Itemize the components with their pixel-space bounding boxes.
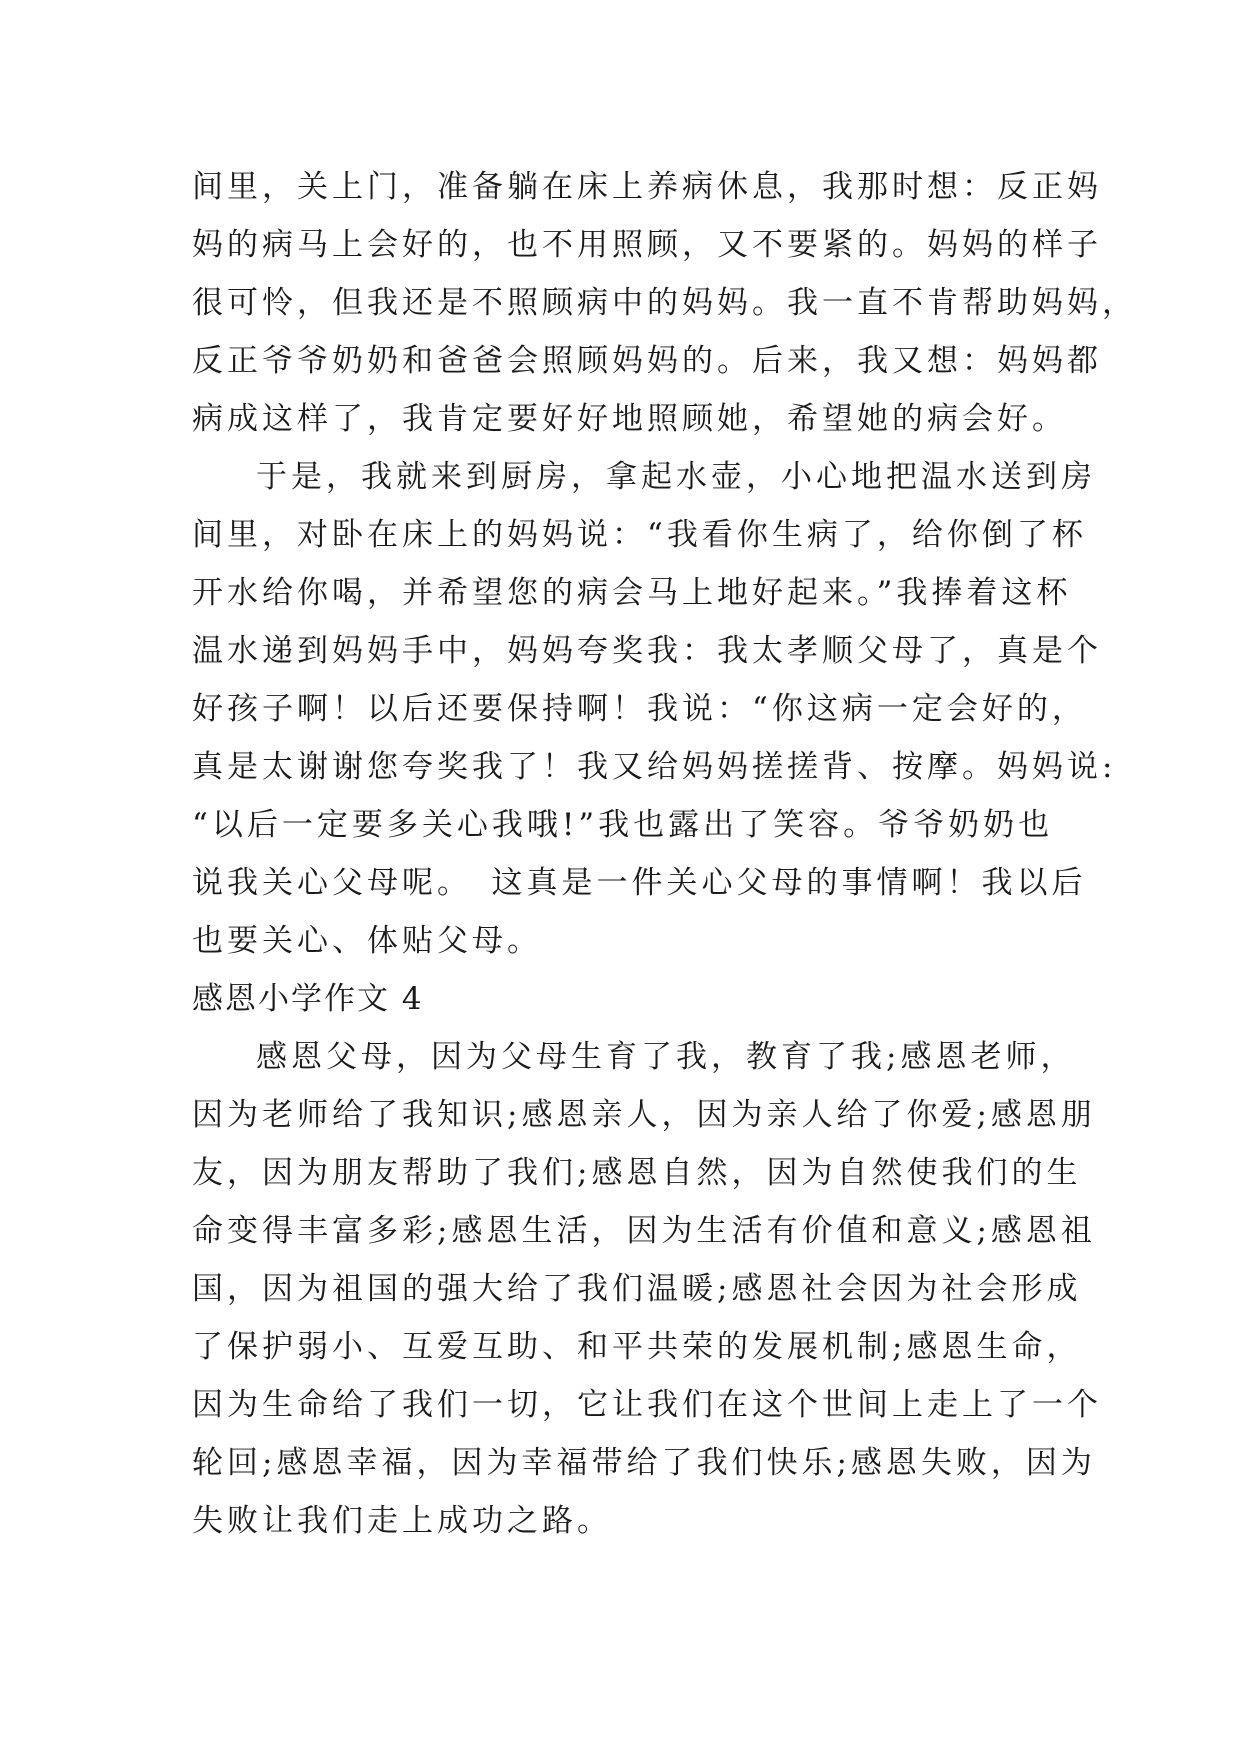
text-line: 失败让我们走上成功之路。 (192, 1503, 612, 1539)
text-line: 间里，关上门，准备躺在床上养病休息，我那时想：反正妈 (192, 169, 1102, 205)
text-line: 开水给你喝，并希望您的病会马上地好起来。”我捧着这杯 (192, 575, 1072, 611)
text-line: 间里，对卧在床上的妈妈说：“我看你生病了，给你倒了杯 (192, 517, 1087, 553)
paragraph-3 (192, 1028, 1102, 1550)
paragraph-1 (192, 158, 1137, 448)
text-line: 妈的病马上会好的，也不用照顾，又不要紧的。妈妈的样子 (192, 227, 1102, 263)
text-line: 轮回;感恩幸福，因为幸福带给了我们快乐;感恩失败，因为 (192, 1445, 1096, 1481)
text-line: 反正爷爷奶奶和爸爸会照顾妈妈的。后来，我又想：妈妈都 (192, 343, 1102, 379)
text-line: 很可怜，但我还是不照顾病中的妈妈。我一直不肯帮助妈妈， (192, 285, 1137, 321)
text-line: “以后一定要多关心我哦!”我也露出了笑容。爷爷奶奶也 (192, 807, 1054, 843)
text-line: 因为生命给了我们一切，它让我们在这个世间上走上了一个 (192, 1387, 1102, 1423)
text-line: 也要关心、体贴父母。 (192, 923, 542, 959)
text-line: 命变得丰富多彩;感恩生活，因为生活有价值和意义;感恩祖 (192, 1213, 1096, 1249)
text-line: 好孩子啊！以后还要保持啊！我说：“你这病一定会好的， (192, 691, 1087, 727)
text-line: 于是，我就来到厨房，拿起水壶，小心地把温水送到房 (256, 459, 1096, 495)
text-line: 了保护弱小、互爱互助、和平共荣的发展机制;感恩生命， (192, 1329, 1082, 1365)
document-body (192, 158, 1137, 1550)
text-line: 友，因为朋友帮助了我们;感恩自然，因为自然使我们的生 (192, 1155, 1082, 1191)
text-line: 温水递到妈妈手中，妈妈夸奖我：我太孝顺父母了，真是个 (192, 633, 1102, 669)
text-line: 感恩父母，因为父母生育了我，教育了我;感恩老师， (256, 1039, 1076, 1075)
paragraph-2 (192, 448, 1117, 970)
text-line: 病成这样了，我肯定要好好地照顾她，希望她的病会好。 (192, 401, 1067, 437)
text-line: 说我关心父母呢。 这真是一件关心父母的事情啊！我以后 (192, 865, 1087, 901)
text-line: 因为老师给了我知识;感恩亲人，因为亲人给了你爱;感恩朋 (192, 1097, 1096, 1133)
text-line: 国，因为祖国的强大给了我们温暖;感恩社会因为社会形成 (192, 1271, 1082, 1307)
section-heading: 感恩小学作文 4 (192, 981, 424, 1017)
text-line: 真是太谢谢您夸奖我了！我又给妈妈搓搓背、按摩。妈妈说: (192, 749, 1117, 785)
